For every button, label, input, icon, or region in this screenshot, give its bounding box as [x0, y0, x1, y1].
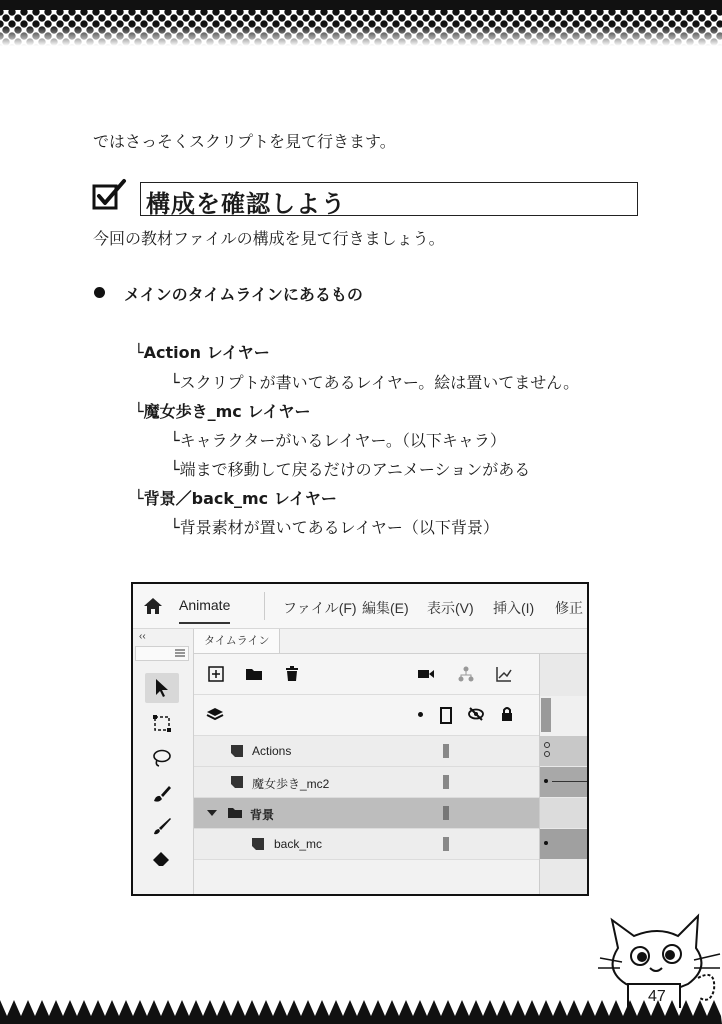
graph-icon[interactable]: [494, 664, 514, 684]
menu-edit[interactable]: 編集(E): [362, 600, 409, 616]
tree-item: └端まで移動して戻るだけのアニメーションがある: [170, 460, 531, 479]
lasso-tool-icon[interactable]: [145, 743, 179, 773]
timeline-toolbar: [194, 654, 539, 695]
layer-name: Actions: [252, 744, 292, 758]
layer-outline-swatch[interactable]: [443, 744, 449, 758]
outline-all-icon[interactable]: [440, 707, 452, 724]
delete-icon[interactable]: [282, 664, 302, 684]
paint-brush-tool-icon[interactable]: [145, 779, 179, 809]
intro-text: ではさっそくスクリプトを見て行きます。: [93, 132, 396, 151]
parent-view-icon[interactable]: [456, 664, 476, 684]
layer-outline-swatch[interactable]: [443, 837, 449, 851]
layers-icon[interactable]: [206, 707, 224, 723]
bottom-zigzag-border: [0, 990, 722, 1024]
frame-cell[interactable]: [540, 829, 588, 859]
eye-hidden-icon[interactable]: [467, 706, 485, 722]
layer-outline-swatch[interactable]: [443, 775, 449, 789]
tree-item: └スクリプトが書いてあるレイヤー。絵は置いてません。: [170, 373, 580, 392]
layer-row-back-mc[interactable]: [194, 829, 539, 860]
tree-item: └魔女歩き_mc レイヤー: [134, 402, 311, 421]
chevron-down-icon[interactable]: [206, 809, 218, 817]
tree-item: └背景素材が置いてあるレイヤー（以下背景）: [170, 518, 499, 537]
animate-screenshot: [131, 582, 589, 896]
layer-icon: [229, 774, 245, 790]
section-heading: 構成を確認しよう: [146, 190, 346, 218]
frame-cell[interactable]: [540, 736, 588, 766]
new-layer-icon[interactable]: [206, 664, 226, 684]
new-folder-icon[interactable]: [244, 664, 264, 684]
menu-insert[interactable]: 挿入(I): [493, 600, 535, 616]
layer-name: back_mc: [274, 837, 323, 851]
layer-name: 魔女歩き_mc2: [252, 777, 330, 791]
frame-area[interactable]: [539, 654, 588, 894]
frame-ruler: [540, 696, 588, 736]
subintro-text: 今回の教材ファイルの構成を見て行きましょう。: [93, 229, 445, 248]
layer-icon: [229, 743, 245, 759]
highlight-all-icon[interactable]: [418, 712, 423, 717]
page-number: 47: [648, 988, 666, 1005]
folder-icon: [227, 805, 243, 821]
layer-empty-area: [194, 860, 539, 894]
layer-header: [194, 695, 539, 736]
home-icon[interactable]: [143, 597, 163, 615]
checkbox-icon: [92, 178, 128, 212]
menu-file[interactable]: ファイル(F): [283, 600, 357, 616]
free-transform-tool-icon[interactable]: [145, 709, 179, 739]
menu-modify[interactable]: 修正: [555, 600, 583, 616]
bullet-dot: [94, 287, 105, 298]
brush-tool-icon[interactable]: [145, 811, 179, 841]
top-dot-border: [0, 0, 722, 46]
layer-outline-swatch[interactable]: [443, 806, 449, 820]
frame-cell[interactable]: [540, 767, 588, 797]
menu-divider: [264, 592, 265, 620]
tree-item: └背景／back_mc レイヤー: [134, 489, 337, 508]
layer-icon: [250, 836, 266, 852]
tree-item: └キャラクターがいるレイヤー。（以下キャラ）: [170, 431, 506, 450]
timeline-tab-bar: [194, 629, 587, 654]
frame-cell[interactable]: [540, 798, 588, 828]
app-tab[interactable]: Animate: [179, 597, 230, 624]
tools-panel: [133, 629, 194, 894]
layer-row-actions[interactable]: [194, 736, 539, 767]
lock-icon[interactable]: [500, 706, 514, 722]
tab-timeline[interactable]: タイムライン: [194, 629, 280, 653]
layer-name: 背景: [250, 808, 275, 822]
bullet-heading: メインのタイムラインにあるもの: [124, 285, 363, 304]
menu-view[interactable]: 表示(V): [427, 600, 474, 616]
camera-icon[interactable]: [416, 664, 436, 684]
layer-row-background-folder[interactable]: [194, 798, 539, 829]
collapse-icon[interactable]: ‹‹: [139, 631, 146, 642]
menu-bar: [133, 584, 587, 629]
layer-row-witch[interactable]: [194, 767, 539, 798]
eraser-tool-icon[interactable]: [145, 843, 179, 873]
tree-item: └Action レイヤー: [134, 343, 270, 362]
panel-menu-icon[interactable]: [135, 645, 189, 661]
selection-tool-icon[interactable]: [145, 673, 179, 703]
